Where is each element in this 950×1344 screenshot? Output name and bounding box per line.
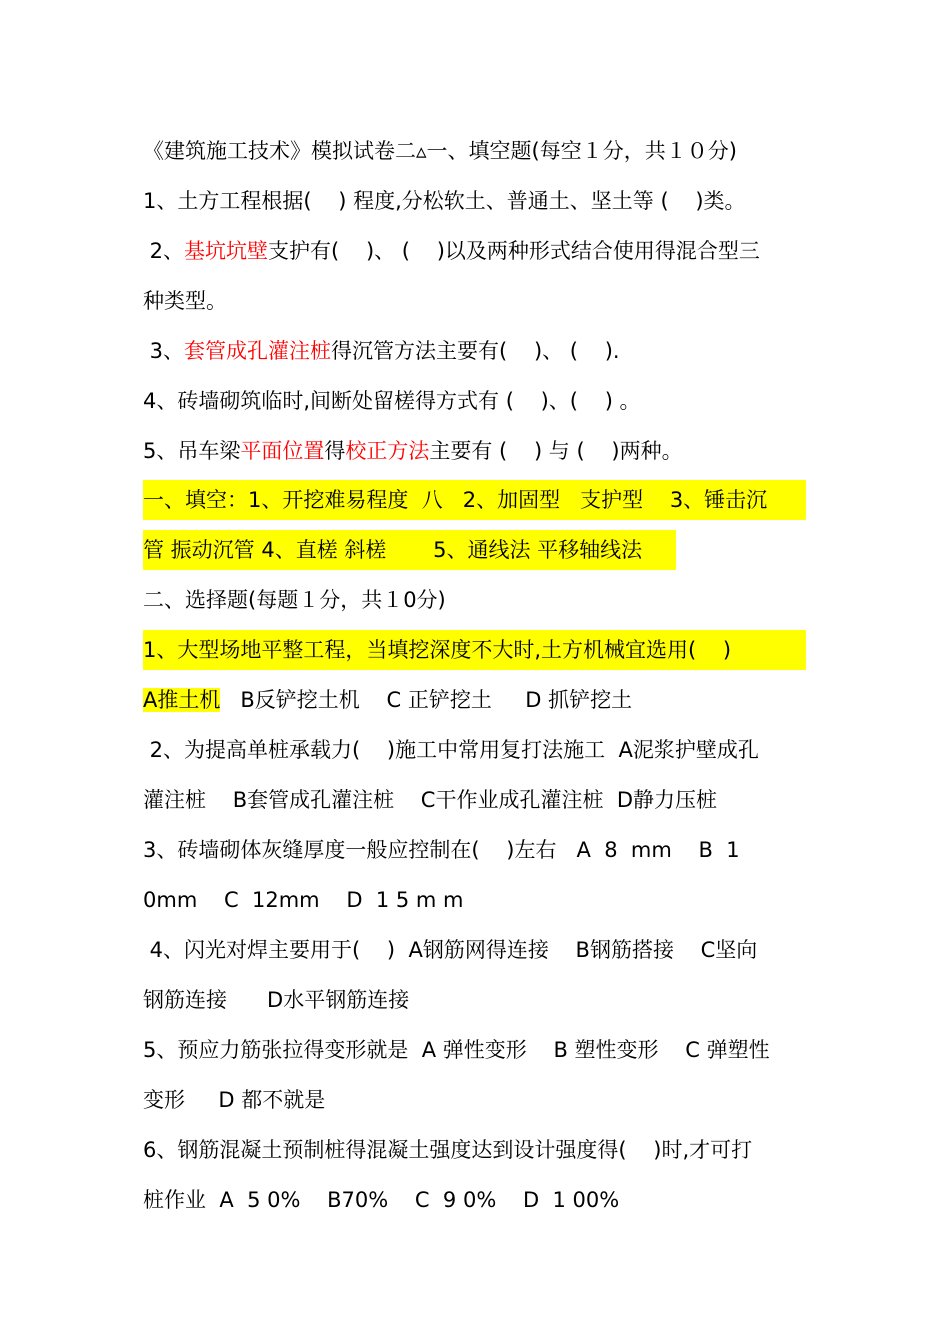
q3-prefix: 3、 <box>143 339 185 363</box>
q1-other-options: B反铲挖土机 C 正铲挖土 D 抓铲挖土 <box>220 688 633 712</box>
fill-question-2 <box>143 236 760 266</box>
fill-question-2-continuation: 种类型。 <box>143 289 227 313</box>
q1-correct-answer: A推土机 <box>143 688 221 712</box>
fill-question-5 <box>143 436 683 466</box>
document-title: 《建筑施工技术》模拟试卷二▵一、填空题(每空１分，共１０分) <box>143 139 737 163</box>
choice-question-5-continuation: 变形 D 都不就是 <box>143 1088 326 1112</box>
choice-question-4-continuation: 钢筋连接 D水平钢筋连接 <box>143 988 410 1012</box>
choice-question-5: 5、预应力筋张拉得变形就是 A 弹性变形 B 塑性变形 C 弹塑性 <box>143 1038 770 1062</box>
choice-question-1-options <box>143 685 632 715</box>
q3-red-keyword: 套管成孔灌注桩 <box>184 339 332 363</box>
choice-question-3: 3、砖墙砌体灰缝厚度一般应控制在( )左右 A 8 mm B 1 <box>143 838 740 862</box>
fill-answers-line-1: 一、填空：1、开挖难易程度 八 2、加固型 支护型 3、锤击沉 <box>143 488 768 512</box>
choice-question-6-continuation: 桩作业 A 5 0% B70% C 9 0% D 1 00% <box>143 1188 620 1212</box>
q5-red-keyword-2: 校正方法 <box>345 439 430 463</box>
choice-question-2: 2、为提高单桩承载力( )施工中常用复打法施工 A泥浆护壁成孔 <box>143 738 759 762</box>
fill-question-4: 4、砖墙砌筑临时,间断处留槎得方式有 ( )、( ) 。 <box>143 389 641 413</box>
q5-prefix: 5、吊车梁 <box>143 439 241 463</box>
choice-question-6: 6、钢筋混凝土预制桩得混凝土强度达到设计强度得( )时,才可打 <box>143 1138 753 1162</box>
choice-question-4: 4、闪光对焊主要用于( ) A钢筋网得连接 B钢筋搭接 C坚向 <box>143 938 758 962</box>
section-2-heading: 二、选择题(每题１分，共１0分) <box>143 588 446 612</box>
q2-prefix: 2、 <box>143 239 185 263</box>
fill-answers-line-2: 管 振动沉管 4、直槎 斜槎 5、通线法 平移轴线法 <box>143 538 643 562</box>
q2-red-keyword: 基坑坑壁 <box>184 239 269 263</box>
choice-question-1: 1、大型场地平整工程，当填挖深度不大时,土方机械宜选用( ) <box>143 638 732 662</box>
fill-question-1: 1、土方工程根据( ) 程度,分松软土、普通土、坚土等 ( )类。 <box>143 189 746 213</box>
q5-mid: 得 <box>324 439 346 463</box>
q5-red-keyword-1: 平面位置 <box>240 439 325 463</box>
choice-question-2-continuation: 灌注桩 B套管成孔灌注桩 C干作业成孔灌注桩 D静力压桩 <box>143 788 717 812</box>
q5-suffix: 主要有 ( ) 与 ( )两种。 <box>429 439 683 463</box>
fill-question-3 <box>143 336 620 366</box>
choice-question-3-continuation: 0mm C 12mm D 1 5 m m <box>143 888 464 912</box>
q2-suffix: 支护有( )、 ( )以及两种形式结合使用得混合型三 <box>268 239 760 263</box>
q3-suffix: 得沉管方法主要有( )、 ( ). <box>331 339 620 363</box>
